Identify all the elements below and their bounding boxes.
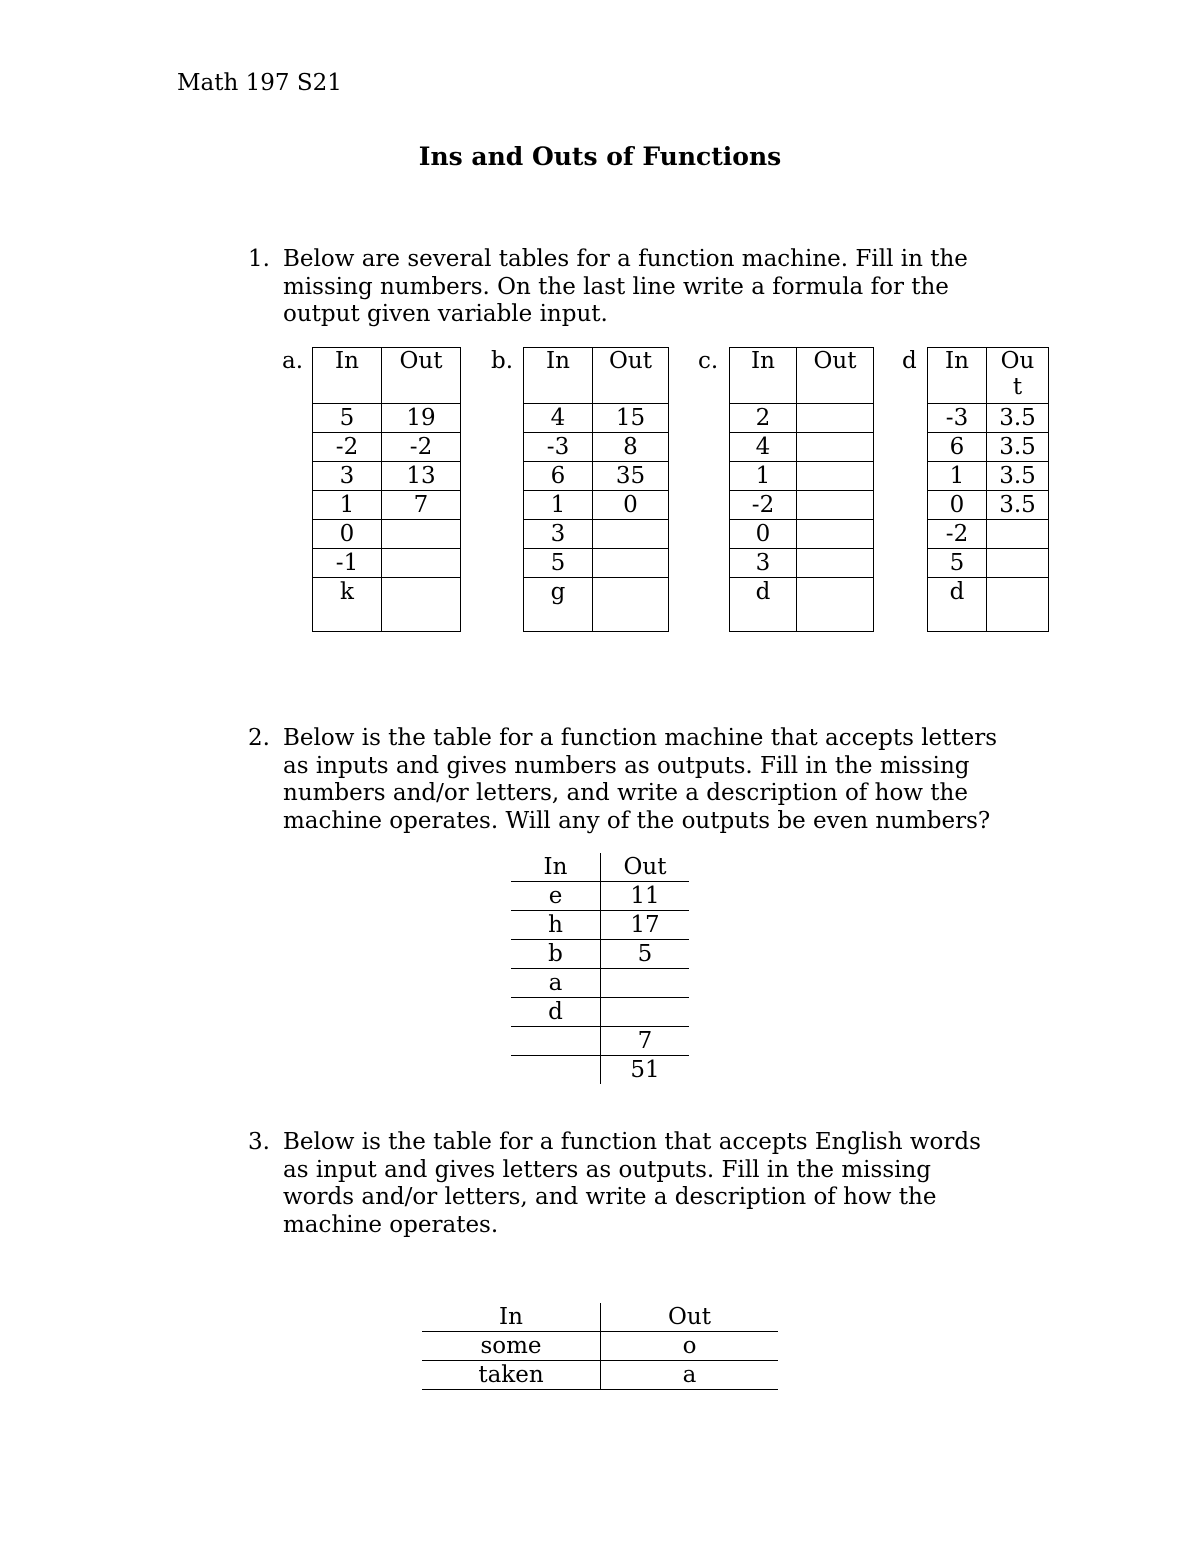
in-cell: taken xyxy=(422,1361,601,1390)
table-row xyxy=(524,520,669,549)
out-cell xyxy=(382,549,461,578)
table-row xyxy=(730,433,874,462)
question-3-table xyxy=(422,1303,778,1390)
question-1-text xyxy=(283,246,1043,329)
table-row xyxy=(313,433,461,462)
out-cell xyxy=(797,491,874,520)
table-row xyxy=(928,491,1049,520)
table-row xyxy=(730,520,874,549)
in-cell: 1 xyxy=(524,491,593,520)
table-row xyxy=(511,1027,689,1056)
table-row xyxy=(928,404,1049,433)
in-header: In xyxy=(313,348,382,404)
question-1-line: Below are several tables for a function machine. Fill in the xyxy=(283,246,968,272)
question-2-table xyxy=(511,853,689,1084)
out-cell: -2 xyxy=(382,433,461,462)
out-header: Ou t xyxy=(987,348,1049,404)
in-header: In xyxy=(730,348,797,404)
in-cell: 5 xyxy=(524,549,593,578)
table-row xyxy=(928,462,1049,491)
in-header: In xyxy=(524,348,593,404)
in-cell: -3 xyxy=(524,433,593,462)
table-row xyxy=(730,549,874,578)
out-cell xyxy=(601,998,690,1027)
in-cell: d xyxy=(928,578,987,632)
out-cell: 11 xyxy=(601,882,690,911)
table-label: a. xyxy=(282,348,304,374)
question-3-line: machine operates. xyxy=(283,1211,499,1238)
out-header: Out xyxy=(593,348,669,404)
table-row xyxy=(313,462,461,491)
out-cell: 3.5 xyxy=(987,462,1049,491)
out-cell: 35 xyxy=(593,462,669,491)
in-cell: 6 xyxy=(524,462,593,491)
course-header: Math 197 S21 xyxy=(177,70,342,96)
table-row xyxy=(524,462,669,491)
page-title: Ins and Outs of Functions xyxy=(418,142,782,171)
in-cell: 0 xyxy=(730,520,797,549)
in-cell: h xyxy=(511,911,601,940)
table-row xyxy=(730,404,874,433)
out-cell xyxy=(593,549,669,578)
out-cell xyxy=(593,520,669,549)
table-row xyxy=(524,578,669,632)
out-cell: o xyxy=(601,1332,779,1361)
table-label: b. xyxy=(491,348,514,374)
in-cell: 4 xyxy=(730,433,797,462)
table-row xyxy=(313,404,461,433)
in-cell: d xyxy=(511,998,601,1027)
in-cell: -2 xyxy=(928,520,987,549)
out-cell xyxy=(797,404,874,433)
out-cell: 5 xyxy=(601,940,690,969)
question-3-text xyxy=(283,1129,1043,1239)
in-cell: 0 xyxy=(928,491,987,520)
out-cell xyxy=(797,578,874,632)
in-cell: a xyxy=(511,969,601,998)
out-cell xyxy=(987,549,1049,578)
out-header: Out xyxy=(601,853,690,882)
in-cell: b xyxy=(511,940,601,969)
in-cell: some xyxy=(422,1332,601,1361)
table-row xyxy=(730,578,874,632)
table-row xyxy=(422,1332,778,1361)
question-2-line: machine operates. Will any of the outputs be even numbers? xyxy=(283,807,991,834)
table-row xyxy=(511,882,689,911)
in-header: In xyxy=(511,853,601,882)
question-2-line: Below is the table for a function machine that accepts letters xyxy=(283,725,998,751)
in-cell xyxy=(511,1027,601,1056)
in-cell: d xyxy=(730,578,797,632)
out-header: Out xyxy=(382,348,461,404)
in-cell: 1 xyxy=(313,491,382,520)
question-3-line: Below is the table for a function that accepts English words xyxy=(283,1129,981,1155)
out-cell xyxy=(987,520,1049,549)
in-cell: -2 xyxy=(730,491,797,520)
in-header: In xyxy=(422,1303,601,1332)
table-row xyxy=(524,433,669,462)
in-cell: 3 xyxy=(730,549,797,578)
in-cell: g xyxy=(524,578,593,632)
table-label: d xyxy=(902,348,917,374)
in-cell: 4 xyxy=(524,404,593,433)
table-row xyxy=(928,433,1049,462)
table-row xyxy=(524,491,669,520)
question-3-line: as input and gives letters as outputs. Fill in the missing xyxy=(283,1156,932,1183)
out-cell: a xyxy=(601,1361,779,1390)
question-2-line: numbers and/or letters, and write a description of how the xyxy=(283,780,968,806)
in-cell: 5 xyxy=(313,404,382,433)
out-cell xyxy=(382,578,461,632)
out-cell xyxy=(601,969,690,998)
question-2-line: as inputs and gives numbers as outputs. Fill in the missing xyxy=(283,752,970,779)
in-header: In xyxy=(928,348,987,404)
out-cell: 15 xyxy=(593,404,669,433)
in-cell: 3 xyxy=(524,520,593,549)
in-cell: k xyxy=(313,578,382,632)
in-cell: 1 xyxy=(928,462,987,491)
function-table xyxy=(523,347,669,632)
out-cell: 51 xyxy=(630,1057,660,1083)
in-cell: 0 xyxy=(313,520,382,549)
table-row xyxy=(313,578,461,632)
table-row xyxy=(511,998,689,1027)
out-cell: 0 xyxy=(593,491,669,520)
table-row xyxy=(928,520,1049,549)
function-table xyxy=(927,347,1049,632)
question-1-line: missing numbers. On the last line write a formula for the xyxy=(283,273,949,300)
out-cell: 17 xyxy=(601,911,690,940)
table-row xyxy=(511,1056,689,1085)
out-cell xyxy=(593,578,669,632)
out-header: Out xyxy=(601,1303,779,1332)
in-cell: 6 xyxy=(928,433,987,462)
table-row xyxy=(422,1361,778,1390)
table-row xyxy=(313,549,461,578)
in-cell: -2 xyxy=(313,433,382,462)
function-table xyxy=(729,347,874,632)
function-table xyxy=(312,347,461,632)
table-row xyxy=(928,549,1049,578)
out-cell xyxy=(797,549,874,578)
out-cell xyxy=(987,578,1049,632)
table-row xyxy=(524,404,669,433)
out-cell: 7 xyxy=(601,1027,690,1056)
in-cell: 5 xyxy=(928,549,987,578)
question-1-number: 1. xyxy=(248,246,270,272)
in-cell: 1 xyxy=(730,462,797,491)
out-cell: 8 xyxy=(593,433,669,462)
in-cell xyxy=(511,1056,601,1085)
table-row xyxy=(313,491,461,520)
out-cell: 19 xyxy=(382,404,461,433)
out-cell xyxy=(797,462,874,491)
out-cell: 3.5 xyxy=(987,404,1049,433)
out-cell: 7 xyxy=(382,491,461,520)
question-3-number: 3. xyxy=(248,1129,270,1155)
table-label: c. xyxy=(698,348,719,374)
in-cell: -1 xyxy=(313,549,382,578)
out-cell: 13 xyxy=(382,462,461,491)
in-cell: e xyxy=(511,882,601,911)
table-row xyxy=(730,491,874,520)
question-1-line: output given variable input. xyxy=(283,301,608,327)
table-row xyxy=(928,578,1049,632)
in-cell: -3 xyxy=(928,404,987,433)
out-cell xyxy=(797,520,874,549)
table-row xyxy=(524,549,669,578)
table-row xyxy=(511,969,689,998)
in-cell: 2 xyxy=(730,404,797,433)
table-row xyxy=(511,940,689,969)
table-row xyxy=(313,520,461,549)
out-cell: 3.5 xyxy=(987,491,1049,520)
out-cell xyxy=(382,520,461,549)
question-3-line: words and/or letters, and write a description of how the xyxy=(283,1184,937,1210)
table-row xyxy=(511,911,689,940)
question-2-text xyxy=(283,725,1043,835)
out-header: Out xyxy=(797,348,874,404)
out-cell: 3.5 xyxy=(987,433,1049,462)
in-cell: 3 xyxy=(313,462,382,491)
table-row xyxy=(730,462,874,491)
out-cell xyxy=(797,433,874,462)
question-2-number: 2. xyxy=(248,725,270,751)
